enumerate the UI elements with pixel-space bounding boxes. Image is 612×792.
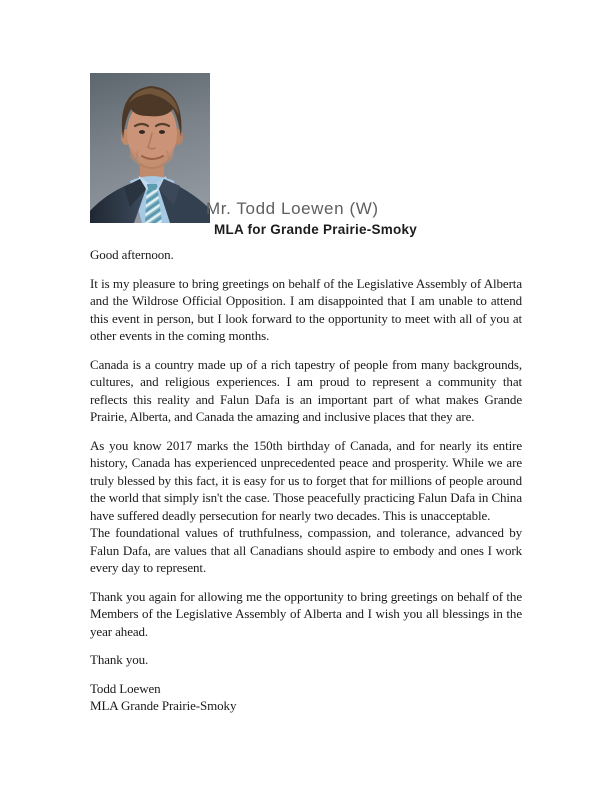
paragraph-thanks: Thank you again for allowing me the opportunity to bring greetings on behalf of the Members of the Legislative Assembly of Alberta and I wish you all blessings in the year ahead. [90,588,522,639]
signature-role: MLA Grande Prairie-Smoky [90,698,237,713]
portrait-illustration [90,73,210,223]
paragraph-values: The foundational values of truthfulness, compassion, and tolerance, advanced by Falun Dafa, are values that all Canadians should aspire to embody and ones I work every day to represent. [90,525,522,575]
author-role-title: MLA for Grande Prairie-Smoky [214,222,418,237]
author-name-title: Mr. Todd Loewen (W) [206,199,379,218]
salutation: Good afternoon. [90,247,174,262]
portrait-photo [90,73,210,223]
letter-body [90,246,522,715]
closing: Thank you. [90,652,149,667]
paragraph-anniversary: As you know 2017 marks the 150th birthday of Canada, and for nearly its entire history, Canada has experienced unprecedented peace and prosperity. While we are truly blessed by this fact, it is easy for us to forget that for millions of people around the world that simply isn't the case. Those peacefully practicing Falun Dafa in China have suffered deadly persecution for nearly two decades. This is unacceptable. [90,437,522,523]
paragraph-canada-tapestry: Canada is a country made up of a rich tapestry of people from many backgrounds, cultures, and religious experiences. I am proud to represent a community that reflects this reality and Falun Dafa is an important part of what makes Grande Prairie, Alberta, and Canada the amazing and inclusive places that they are. [90,356,522,424]
signature-name: Todd Loewen [90,680,161,696]
paragraph-greetings: It is my pleasure to bring greetings on behalf of the Legislative Assembly of Alberta and the Wildrose Official Opposition. I am disappointed that I am unable to attend this event in person, but I look forward to the opportunity to meet with all of you at other events in the coming months. [90,275,522,343]
